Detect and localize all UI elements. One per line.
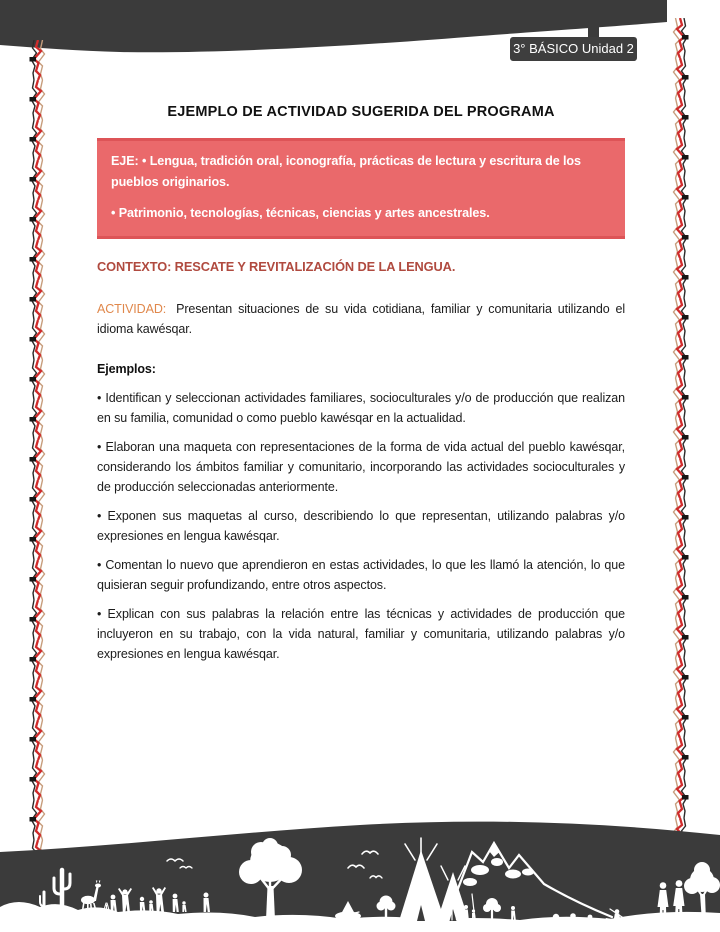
contexto-heading: CONTEXTO: RESCATE Y REVITALIZACIÓN DE LA LENGUA. — [97, 259, 456, 274]
eje-line-2: • Patrimonio, tecnologías, técnicas, ciencias y artes ancestrales. — [111, 206, 490, 220]
ejemplos-heading: Ejemplos: — [97, 362, 156, 376]
unit-badge: 3° BÁSICO Unidad 2 — [510, 37, 637, 61]
page-title: EJEMPLO DE ACTIVIDAD SUGERIDA DEL PROGRAMA — [167, 104, 555, 120]
actividad-text: Presentan situaciones de su vida cotidiana, familiar y comunitaria utilizando el idioma kawésqar. — [97, 302, 626, 336]
actividad-label: ACTIVIDAD: — [97, 302, 167, 316]
footer-artwork — [0, 810, 720, 932]
left-border-ornament — [27, 40, 49, 854]
content-column — [97, 102, 625, 664]
ejemplo-bullet-3: • Exponen sus maquetas al curso, describiendo lo que representan, utilizando palabras y/o expresiones en lengua kawésqar. — [97, 509, 625, 543]
ejemplo-bullet-5: • Explican con sus palabras la relación entre las técnicas y actividades de producción que incluyeron en su trabajo, con la vida natural, familiar y comunitaria, utilizando palabras y/o expresiones en lengua kawésqar. — [97, 607, 625, 661]
ejemplo-bullet-4: • Comentan lo nuevo que aprendieron en estas actividades, lo que les llamó la atención, lo que quisieran seguir profundizando, entre otros aspectos. — [97, 558, 625, 592]
ejemplo-bullet-2: • Elaboran una maqueta con representaciones de la forma de vida actual del pueblo kawésqar, considerando los ámbitos familiar y comunitario, incorporando las actividades socioculturales y de producción seleccionadas anteriormente. — [97, 440, 625, 494]
ejemplo-bullet-1: • Identifican y seleccionan actividades familiares, socioculturales y/o de producción que realizan en su familia, comunidad o como pueblo kawésqar en la actualidad. — [97, 391, 625, 425]
eje-highlight-box — [97, 138, 625, 239]
right-border-ornament — [669, 18, 691, 832]
actividad-paragraph — [97, 299, 625, 339]
eje-line-1: EJE: • Lengua, tradición oral, iconografía, prácticas de lectura y escritura de los pueblos originarios. — [111, 154, 581, 189]
